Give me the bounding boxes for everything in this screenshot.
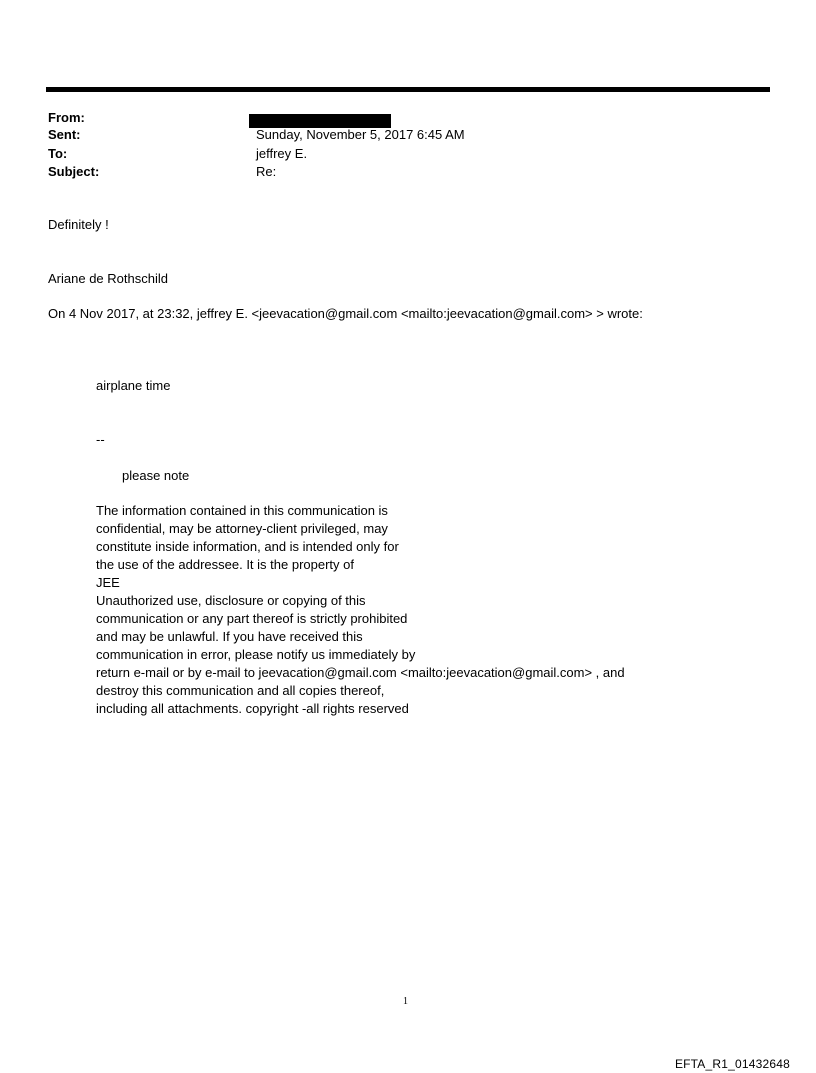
page-number: 1 (403, 996, 408, 1007)
disclaimer-line: confidential, may be attorney-client privileged, may (96, 521, 388, 536)
disclaimer-line: return e-mail or by e-mail to jeevacation@gmail.com <mailto:jeevacation@gmail.com> , and (96, 665, 625, 680)
subject-label: Subject: (48, 164, 100, 179)
disclaimer-line: destroy this communication and all copies thereof, (96, 683, 385, 698)
disclaimer-line: JEE (96, 575, 120, 590)
disclaimer-line: including all attachments. copyright -all rights reserved (96, 701, 409, 716)
note-heading: please note (122, 468, 190, 483)
to-label: To: (48, 146, 68, 161)
disclaimer-line: the use of the addressee. It is the property of (96, 557, 354, 572)
from-label: From: (48, 110, 85, 125)
header-rule (46, 87, 770, 92)
disclaimer (96, 502, 625, 718)
subject-value: Re: (256, 164, 277, 179)
disclaimer-line: communication in error, please notify us immediately by (96, 647, 416, 662)
document-id: EFTA_R1_01432648 (674, 1057, 790, 1071)
signature-separator: -- (96, 432, 105, 447)
disclaimer-line: Unauthorized use, disclosure or copying of this (96, 593, 366, 608)
disclaimer-line: and may be unlawful. If you have received this (96, 629, 363, 644)
disclaimer-line: communication or any part thereof is strictly prohibited (96, 611, 408, 626)
sent-label: Sent: (48, 127, 81, 142)
disclaimer-line: The information contained in this communication is (96, 503, 388, 518)
sent-value: Sunday, November 5, 2017 6:45 AM (256, 127, 465, 142)
quoted-message: airplane time (96, 378, 171, 393)
disclaimer-line: constitute inside information, and is intended only for (96, 539, 399, 554)
reply-text: Definitely ! (48, 217, 109, 232)
to-value: jeffrey E. (256, 146, 308, 161)
quote-intro: On 4 Nov 2017, at 23:32, jeffrey E. <jeevacation@gmail.com <mailto:jeevacation@gmail.com> > wrote: (48, 306, 643, 321)
signature: Ariane de Rothschild (48, 271, 168, 286)
